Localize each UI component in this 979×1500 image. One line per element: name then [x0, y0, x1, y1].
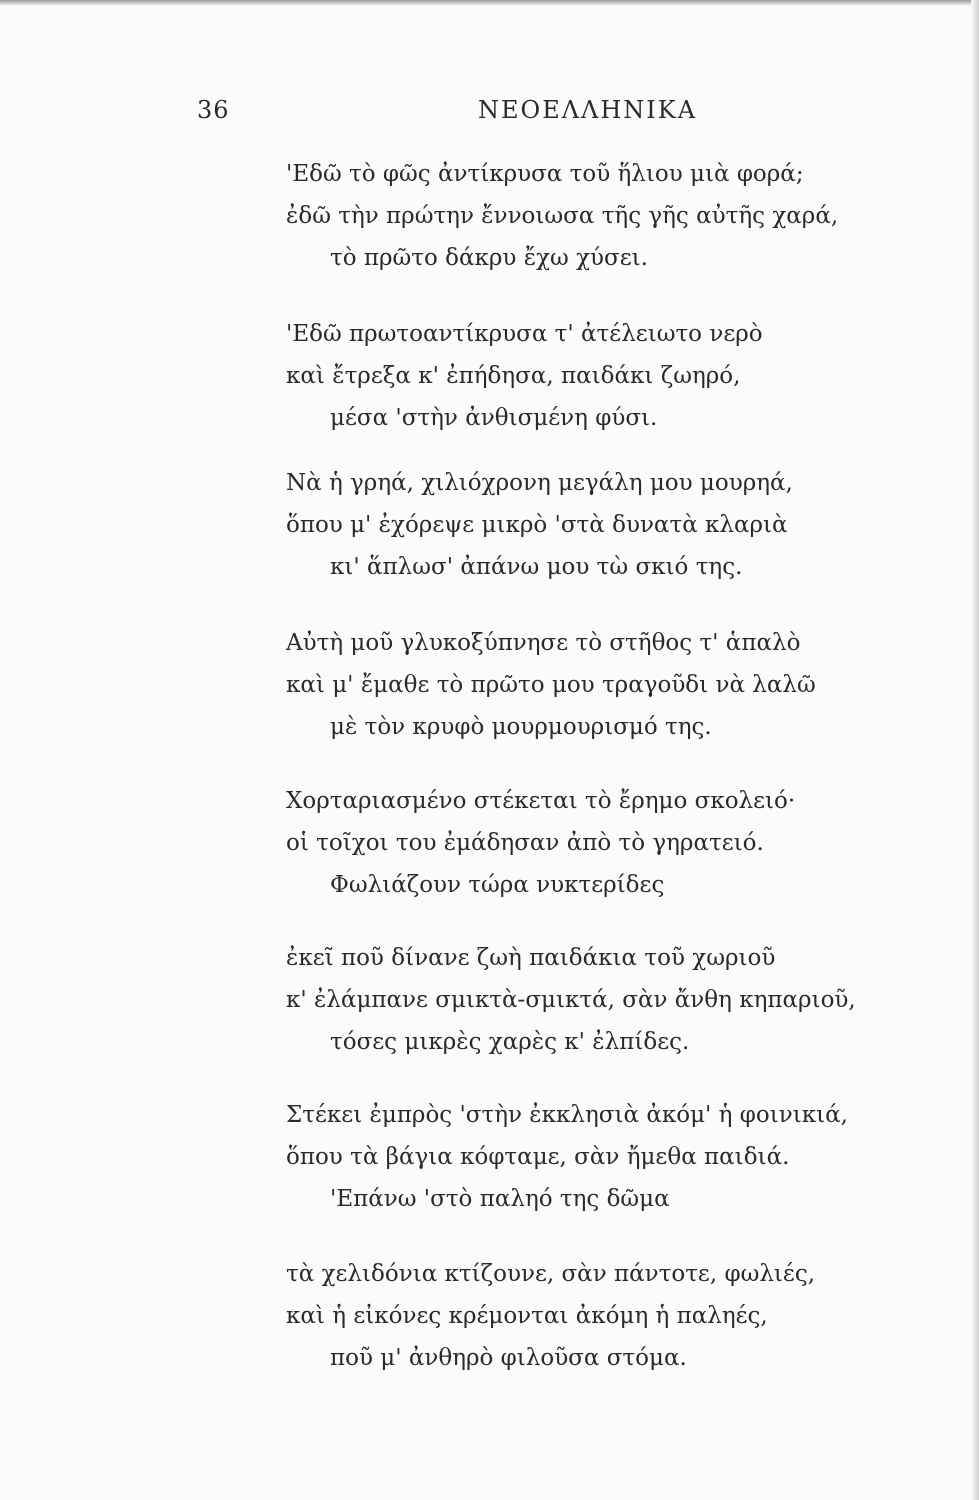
verse-line: Φωλιάζουν τώρα νυκτερίδες — [330, 872, 665, 898]
verse-line: καὶ ἡ εἰκόνες κρέμονται ἀκόμη ἡ παληές, — [286, 1303, 768, 1329]
verse-line: Νὰ ἡ γρηά, χιλιόχρονη μεγάλη μου μουρηά, — [286, 470, 793, 496]
page-number: 36 — [197, 96, 230, 124]
running-title: ΝΕΟΕΛΛΗΝΙΚΑ — [478, 96, 698, 124]
verse-line: καὶ ἔτρεξα κ' ἐπήδησα, παιδάκι ζωηρό, — [286, 363, 741, 389]
verse-line: μέσα 'στὴν ἀνθισμένη φύσι. — [330, 405, 658, 431]
verse-line: Χορταριασμένο στέκεται τὸ ἔρημο σκολειό· — [286, 788, 796, 814]
verse-line: ὅπου μ' ἐχόρεψε μικρὸ 'στὰ δυνατὰ κλαριὰ — [286, 512, 788, 538]
verse-line: 'Εδῶ τὸ φῶς ἀντίκρυσα τοῦ ἥλιου μιὰ φορά; — [286, 161, 804, 187]
verse-line: Αὐτὴ μοῦ γλυκοξύπνησε τὸ στῆθος τ' ἁπαλὸ — [286, 630, 801, 656]
verse-line: κ' ἐλάμπανε σμικτὰ-σμικτά, σὰν ἄνθη κηπαριοῦ, — [286, 987, 856, 1013]
stanza — [286, 622, 926, 748]
stanza — [286, 937, 926, 1063]
verse-line: ὅπου τὰ βάγια κόφταμε, σὰν ἤμεθα παιδιά. — [286, 1144, 790, 1170]
verse-line: ἐδῶ τὴν πρώτην ἔννοιωσα τῆς γῆς αὐτῆς χαρά, — [286, 203, 839, 229]
verse-line: τόσες μικρὲς χαρὲς κ' ἐλπίδες. — [330, 1029, 690, 1055]
verse-line: ποῦ μ' ἀνθηρὸ φιλοῦσα στόμα. — [330, 1345, 687, 1371]
verse-line: καὶ μ' ἔμαθε τὸ πρῶτο μου τραγοῦδι νὰ λαλῶ — [286, 672, 816, 698]
stanza — [286, 153, 926, 279]
verse-line: οἱ τοῖχοι του ἐμάδησαν ἀπὸ τὸ γηρατειό. — [286, 830, 764, 856]
stanza — [286, 462, 926, 588]
verse-line: 'Εδῶ πρωτοαντίκρυσα τ' ἀτέλειωτο νερὸ — [286, 321, 763, 347]
verse-line: κι' ἅπλωσ' ἀπάνω μου τὼ σκιό της. — [330, 554, 743, 580]
verse-line: 'Επάνω 'στὸ παληό της δῶμα — [330, 1186, 670, 1212]
stanza — [286, 1253, 926, 1379]
verse-line: τὰ χελιδόνια κτίζουνε, σὰν πάντοτε, φωλιές, — [286, 1261, 816, 1287]
verse-line: τὸ πρῶτο δάκρυ ἔχω χύσει. — [330, 245, 648, 271]
stanza — [286, 780, 926, 906]
verse-line: Στέκει ἐμπρὸς 'στὴν ἐκκλησιὰ ἀκόμ' ἡ φοινικιά, — [286, 1102, 848, 1128]
verse-line: μὲ τὸν κρυφὸ μουρμουρισμό της. — [330, 714, 712, 740]
stanza — [286, 313, 926, 439]
verse-line: ἐκεῖ ποῦ δίνανε ζωὴ παιδάκια τοῦ χωριοῦ — [286, 945, 776, 971]
page-top-edge — [0, 0, 979, 6]
page-right-edge — [971, 0, 979, 1500]
stanza — [286, 1094, 926, 1220]
